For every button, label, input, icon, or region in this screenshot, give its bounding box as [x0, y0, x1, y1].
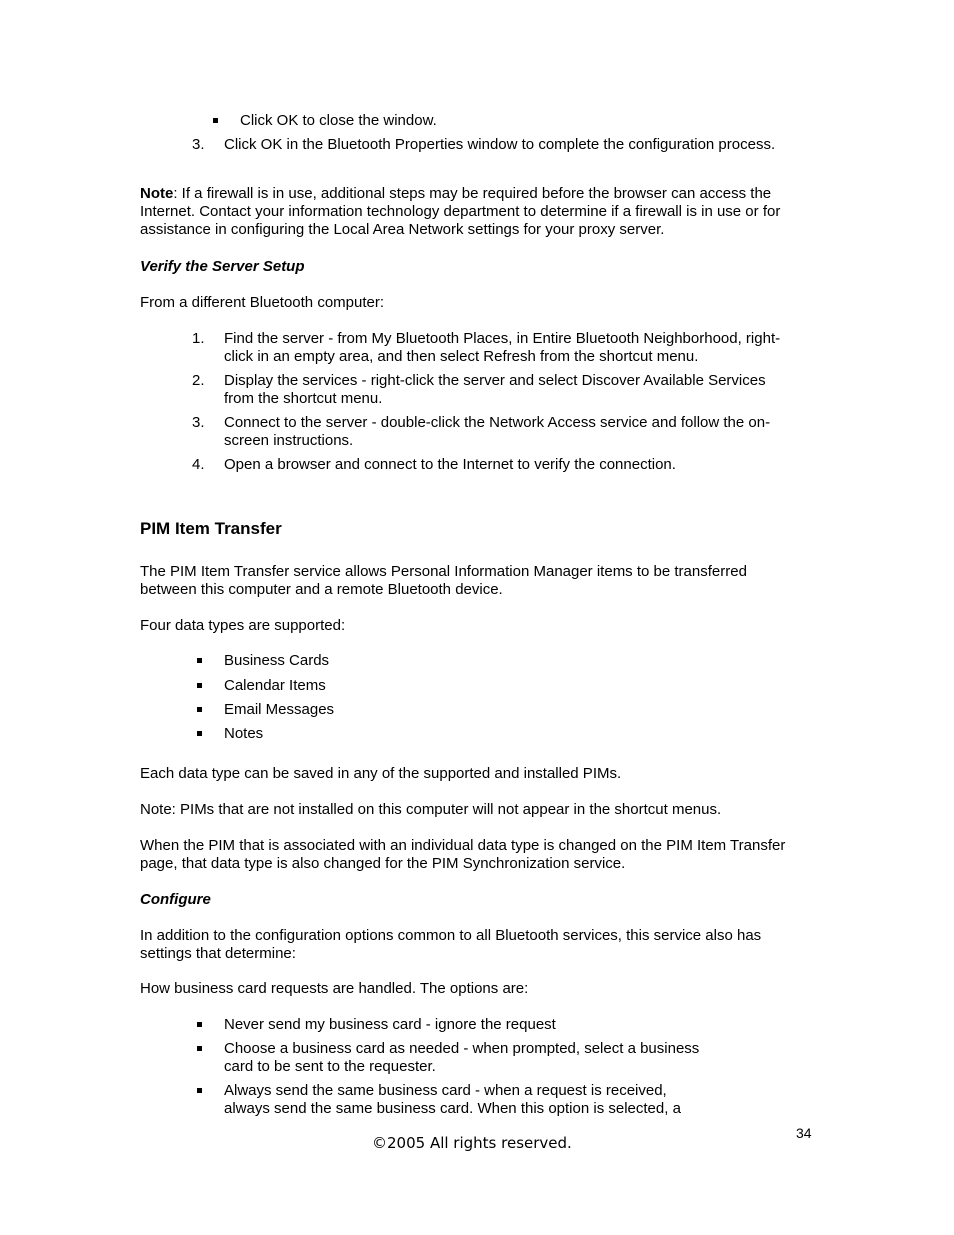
section-heading: Verify the Server Setup — [140, 258, 305, 275]
step-text: screen instructions. — [224, 432, 354, 449]
list-item: Business Cards — [224, 652, 330, 669]
bullet-icon — [197, 1088, 202, 1093]
paragraph: How business card requests are handled. The options are: — [140, 980, 529, 997]
list-item: Always send the same business card - when a request is received, — [224, 1082, 667, 1099]
note-paragraph — [140, 185, 815, 239]
paragraph: Each data type can be saved in any of the supported and installed PIMs. — [140, 765, 622, 782]
step-number: 3. — [192, 136, 205, 153]
list-item: Click OK to close the window. — [240, 112, 437, 129]
step-number: 1. — [192, 330, 205, 347]
list-item: Never send my business card - ignore the request — [224, 1016, 556, 1033]
list-item: Notes — [224, 725, 264, 742]
section-heading: Configure — [140, 891, 211, 908]
list-item: always send the same business card. When this option is selected, a — [224, 1100, 681, 1117]
copyright-footer: ©2005 All rights reserved. — [372, 1134, 572, 1152]
page-title: PIM Item Transfer — [140, 519, 282, 538]
bullet-icon — [197, 731, 202, 736]
bullet-icon — [197, 683, 202, 688]
list-item: Email Messages — [224, 701, 335, 718]
step-text: Display the services - right-click the server and select Discover Available Services — [224, 372, 766, 389]
bullet-icon — [197, 1022, 202, 1027]
page-number: 34 — [796, 1125, 812, 1141]
step-text: from the shortcut menu. — [224, 390, 383, 407]
list-item: Click OK in the Bluetooth Properties window to complete the configuration process. — [224, 136, 776, 153]
note-text: : If a firewall is in use, additional steps may be required before the browser can access the Internet. Contact your information technology department to determine if a firewall is in use or for assistance in configuring the Local Area Network settings for your proxy server. — [140, 185, 781, 238]
list-item: card to be sent to the requester. — [224, 1058, 436, 1075]
step-number: 2. — [192, 372, 205, 389]
note-label: Note — [140, 185, 174, 202]
list-item: Choose a business card as needed - when prompted, select a business — [224, 1040, 700, 1057]
paragraph: Four data types are supported: — [140, 617, 346, 634]
list-item: Calendar Items — [224, 677, 326, 694]
bullet-icon — [213, 118, 218, 123]
bullet-icon — [197, 707, 202, 712]
bullet-icon — [197, 658, 202, 663]
step-text: Connect to the server - double-click the Network Access service and follow the on- — [224, 414, 771, 431]
step-text: click in an empty area, and then select Refresh from the shortcut menu. — [224, 348, 699, 365]
paragraph: The PIM Item Transfer service allows Personal Information Manager items to be transferred between this computer and a remote Bluetooth device. — [140, 563, 747, 598]
paragraph: In addition to the configuration options common to all Bluetooth services, this service also has settings that determine: — [140, 927, 762, 962]
bullet-icon — [197, 1046, 202, 1051]
step-text: Open a browser and connect to the Internet to verify the connection. — [224, 456, 676, 473]
paragraph: From a different Bluetooth computer: — [140, 294, 385, 311]
paragraph: Note: PIMs that are not installed on this computer will not appear in the shortcut menus. — [140, 801, 722, 818]
paragraph: When the PIM that is associated with an individual data type is changed on the PIM Item Transfer page, that data type is also changed for the PIM Synchronization service. — [140, 837, 786, 872]
step-number: 4. — [192, 456, 205, 473]
step-number: 3. — [192, 414, 205, 431]
step-text: Find the server - from My Bluetooth Places, in Entire Bluetooth Neighborhood, right- — [224, 330, 781, 347]
